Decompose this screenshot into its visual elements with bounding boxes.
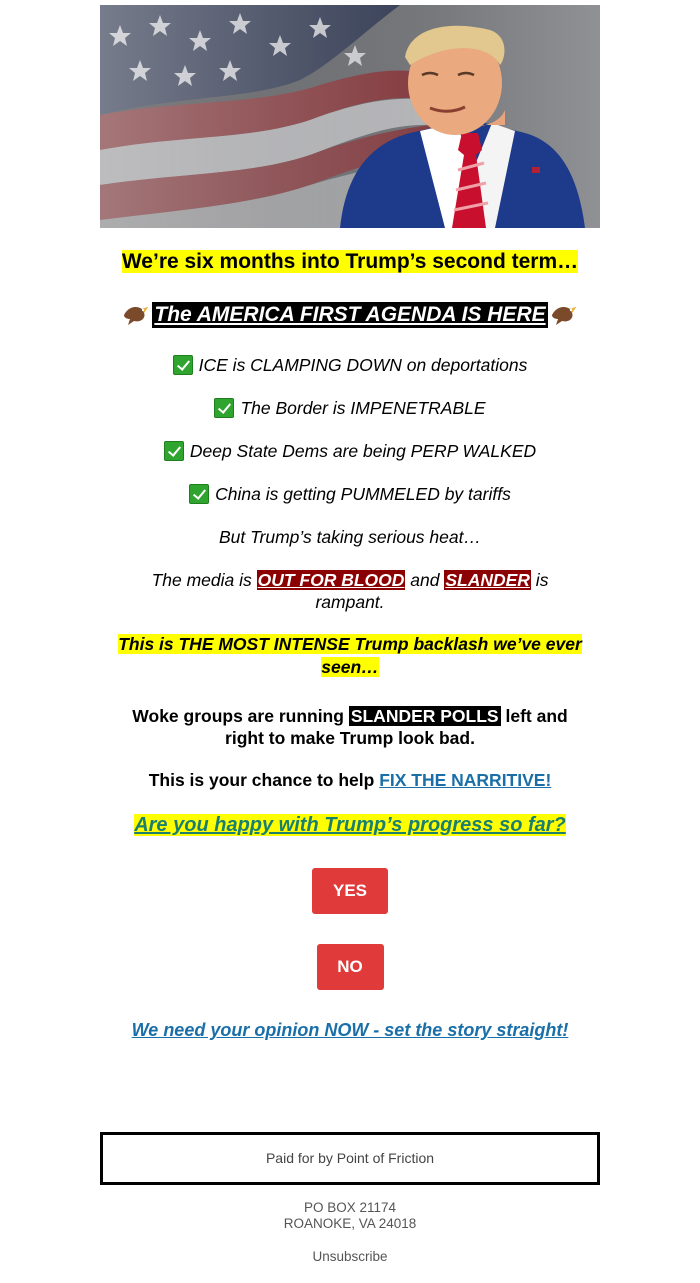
chance-line xyxy=(100,769,600,791)
flag-and-portrait-illustration xyxy=(100,5,600,228)
headline xyxy=(100,250,600,274)
heat-line: But Trump’s taking serious heat… xyxy=(219,527,481,547)
yes-button[interactable]: YES xyxy=(312,868,388,914)
woke-line xyxy=(100,705,600,749)
list-item-text: China is getting PUMMELED by tariffs xyxy=(215,484,511,504)
question xyxy=(100,813,600,837)
email-content xyxy=(100,5,600,1041)
chance-line-prefix: This is your chance to help xyxy=(148,770,380,790)
list-item xyxy=(100,483,600,505)
check-mark-icon xyxy=(164,441,184,461)
list-item-text: ICE is CLAMPING DOWN on deportations xyxy=(198,355,528,375)
opinion-link[interactable]: We need your opinion NOW - set the story straight! xyxy=(131,1020,569,1040)
check-mark-icon xyxy=(214,398,234,418)
unsubscribe-row xyxy=(100,1249,600,1264)
media-line-prefix: The media is xyxy=(151,570,257,590)
question-link[interactable]: Are you happy with Trump’s progress so far? xyxy=(134,814,566,836)
woke-line-prefix: Woke groups are running xyxy=(132,706,349,726)
hero-image xyxy=(100,5,600,228)
fix-the-narrative-link[interactable]: FIX THE NARRITIVE! xyxy=(379,770,552,790)
opinion-row xyxy=(100,1019,600,1041)
slander-polls-highlight: SLANDER POLLS xyxy=(350,706,499,726)
headline-text: We’re six months into Trump’s second term… xyxy=(121,250,579,273)
check-mark-icon xyxy=(173,355,193,375)
unsubscribe-link[interactable]: Unsubscribe xyxy=(312,1249,388,1264)
media-line xyxy=(100,569,600,613)
mailing-address xyxy=(100,1200,600,1232)
media-line-suffix: is rampant. xyxy=(315,570,549,612)
out-for-blood-highlight: OUT FOR BLOOD xyxy=(257,570,405,590)
yes-button-row xyxy=(100,868,600,914)
media-line-middle: and xyxy=(405,570,445,590)
address-line-2: ROANOKE, VA 24018 xyxy=(283,1216,417,1231)
list-item xyxy=(100,397,600,419)
eagle-icon xyxy=(550,303,578,327)
no-button-row xyxy=(100,944,600,990)
agenda-title-row xyxy=(100,302,600,328)
eagle-icon xyxy=(122,303,150,327)
paid-for-text: Paid for by Point of Friction xyxy=(265,1150,435,1166)
intense-line xyxy=(100,633,600,679)
list-item xyxy=(100,440,600,462)
no-button[interactable]: NO xyxy=(317,944,384,990)
check-mark-icon xyxy=(189,484,209,504)
slander-highlight: SLANDER xyxy=(445,570,530,590)
list-item-text: The Border is IMPENETRABLE xyxy=(240,398,486,418)
list-item xyxy=(100,354,600,376)
list-item-text: Deep State Dems are being PERP WALKED xyxy=(189,441,537,461)
address-line-1: PO BOX 21174 xyxy=(303,1200,397,1215)
paid-for-box xyxy=(100,1132,600,1185)
intense-line-text: This is THE MOST INTENSE Trump backlash we’ve ever seen… xyxy=(118,634,582,677)
woke-line-suffix: left and right to make Trump look bad. xyxy=(225,706,568,748)
checklist xyxy=(100,354,600,505)
agenda-title: The AMERICA FIRST AGENDA IS HERE xyxy=(154,303,546,326)
